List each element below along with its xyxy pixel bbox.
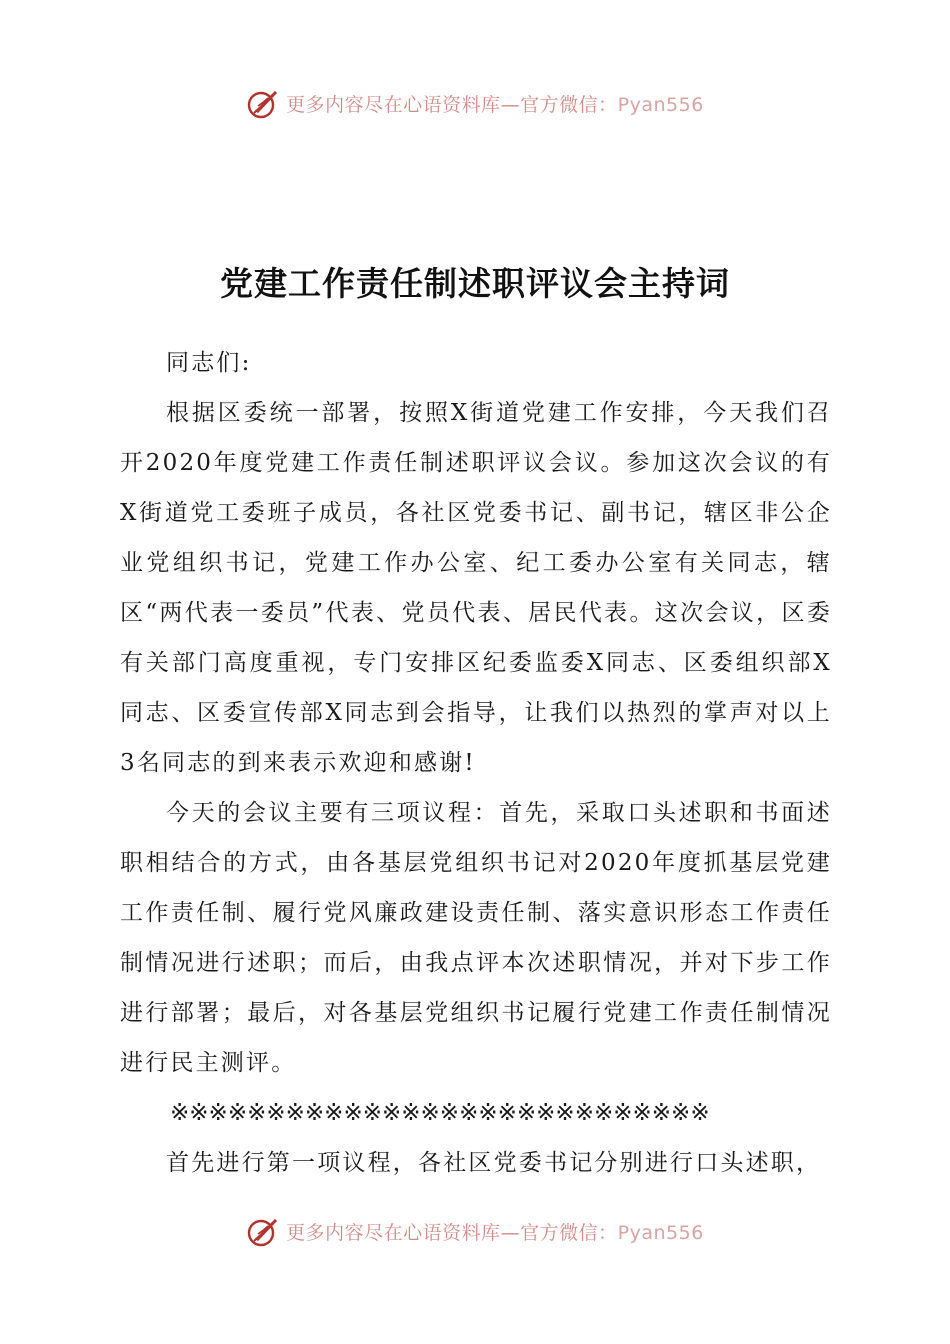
quill-logo-icon: [246, 1214, 280, 1248]
paragraph-2: 今天的会议主要有三项议程：首先，采取口头述职和书面述职相结合的方式，由各基层党组织书记对2020年度抓基层党建工作责任制、履行党风廉政建设责任制、落实意识形态工作责任制情况进行述职；而后，由我点评本次述职情况，并对下步工作进行部署；最后，对各基层党组织书记履行党建工作责任制情况进行民主测评。: [120, 800, 832, 1076]
section-separator: ※※※※※※※※※※※※※※※※※※※※※※※※※※※※: [170, 1100, 710, 1126]
watermark-text: 更多内容尽在心语资料库—官方微信：: [286, 1221, 618, 1244]
paragraph-3: 首先进行第一项议程，各社区党委书记分别进行口头述职，: [166, 1150, 822, 1176]
watermark-text: 更多内容尽在心语资料库—官方微信：: [286, 93, 618, 116]
footer-watermark: [0, 1211, 950, 1251]
wechat-id: Pyan556: [617, 1221, 704, 1244]
wechat-id: Pyan556: [617, 93, 704, 116]
quill-logo-icon: [246, 86, 280, 120]
document-title: 党建工作责任制述职评议会主持词: [220, 264, 730, 303]
salutation: 同志们:: [166, 350, 252, 376]
header-watermark: [0, 83, 950, 123]
document-body: [120, 338, 832, 1188]
paragraph-1: 根据区委统一部署，按照X街道党建工作安排，今天我们召开2020年度党建工作责任制述职评议会议。参加这次会议的有X街道党工委班子成员，各社区党委书记、副书记，辖区非公企业党组织书记，党建工作办公室、纪工委办公室有关同志，辖区“两代表一委员”代表、党员代表、居民代表。这次会议，区委有关部门高度重视，专门安排区纪委监委X同志、区委组织部X同志、区委宣传部X同志到会指导，让我们以热烈的掌声对以上3名同志的到来表示欢迎和感谢!: [120, 400, 832, 776]
